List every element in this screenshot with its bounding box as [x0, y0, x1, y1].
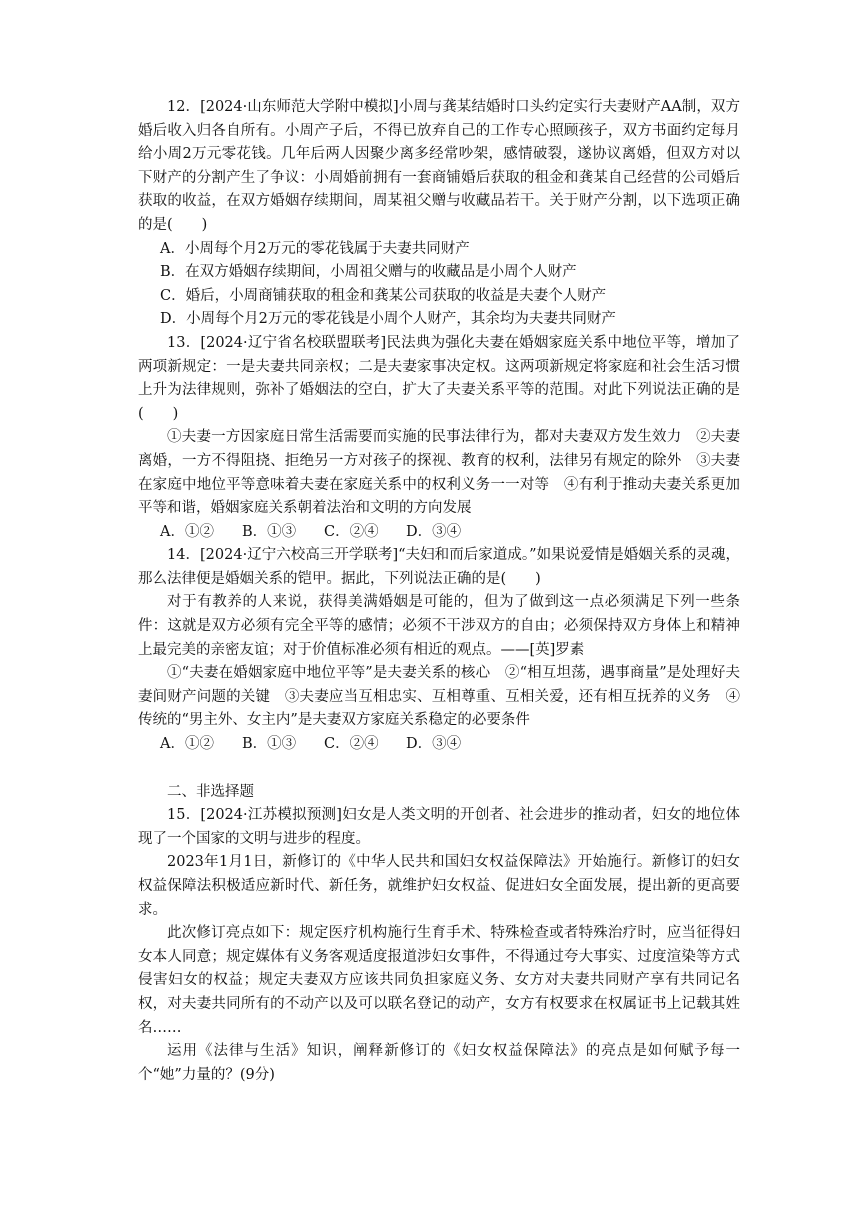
q13-option-c: C．②④ [324, 523, 379, 540]
q13-option-a: A．①② [160, 523, 214, 540]
q15-question: 运用《法律与生活》知识，阐释新修订的《妇女权益保障法》的亮点是如何赋予每一个“她”力量的？(9分) [138, 1043, 740, 1083]
q12-option-c: C．婚后，小周商铺获取的租金和龚某公司获取的收益是夫妻个人财产 [160, 287, 607, 304]
q14-option-a: A．①② [160, 736, 214, 753]
q13-stem: 13．[2024·辽宁省名校联盟联考]民法典为强化夫妻在婚姻家庭关系中地位平等，增加了两项新规定：一是夫妻共同亲权；二是夫妻家事决定权。这两项新规定将家庭和社会生活习惯上升为法律规则，弥补了婚姻法的空白，扩大了夫妻关系平等的范围。对此下列说法正确的是( ) [138, 334, 740, 422]
q13-option-d: D．③④ [406, 523, 462, 540]
q14-option-b: B．①③ [242, 736, 297, 753]
q14-option-d: D．③④ [406, 736, 462, 753]
q14-stem: 14．[2024·辽宁六校高三开学联考]“夫妇和而后家道成。”如果说爱情是婚姻关系的灵魂，那么法律便是婚姻关系的铠甲。据此，下列说法正确的是( ) [138, 547, 740, 587]
q14-statements: ①“夫妻在婚姻家庭中地位平等”是夫妻关系的核心 ②“相互坦荡，遇事商量”是处理好夫妻间财产问题的关键 ③夫妻应当互相忠实、互相尊重、互相关爱，还有相互抚养的义务 ④传统的“男主外、女主内”是夫妻双方家庭关系稳定的必要条件 [138, 665, 740, 729]
q13-option-b: B．①③ [242, 523, 297, 540]
q14-options [138, 733, 740, 757]
q13-statements: ①夫妻一方因家庭日常生活需要而实施的民事法律行为，都对夫妻双方发生效力 ②夫妻离婚，一方不得阻挠、拒绝另一方对孩子的探视、教育的权利，法律另有规定的除外 ③夫妻在家庭中地位平等意味着夫妻在家庭关系中的权利义务一一对等 ④有利于推动夫妻关系更加平等和谐，婚姻家庭关系朝着法治和文明的方向发展 [138, 429, 740, 517]
q15-material-1: 2023年1月1日，新修订的《中华人民共和国妇女权益保障法》开始施行。新修订的妇女权益保障法积极适应新时代、新任务，就维护妇女权益、促进妇女全面发展，提出新的更高要求。 [138, 854, 740, 918]
q13-options [138, 521, 740, 545]
section-spacer [138, 757, 740, 781]
q12-stem: 12．[2024·山东师范大学附中模拟]小周与龚某结婚时口头约定实行夫妻财产AA制，双方婚后收入归各自所有。小周产子后，不得已放弃自己的工作专心照顾孩子，双方书面约定每月给小周2万元零花钱。几年后两人因聚少离多经常吵架，感情破裂，遂协议离婚，但双方对以下财产的分割产生了争议：小周婚前拥有一套商铺婚后获取的租金和龚某自己经营的公司婚后获取的收益，在双方婚姻存续期间，周某祖父赠与收藏品若干。关于财产分割，以下选项正确的是( ) [138, 99, 740, 233]
q14-quote: 对于有教养的人来说，获得美满婚姻是可能的，但为了做到这一点必须满足下列一些条件：这就是双方必须有完全平等的感情；必须不干涉双方的自由；必须保持双方身体上和精神上最完美的亲密友谊；对于价值标准必须有相近的观点。——[英]罗素 [138, 594, 740, 658]
q12-option-b: B．在双方婚姻存续期间，小周祖父赠与的收藏品是小周个人财产 [160, 264, 577, 281]
q12-option-d: D．小周每个月2万元的零花钱是小周个人财产，其余均为夫妻共同财产 [160, 311, 616, 328]
q14-option-c: C．②④ [324, 736, 379, 753]
section-heading: 二、非选择题 [167, 783, 254, 800]
q15-material-2: 此次修订亮点如下：规定医疗机构施行生育手术、特殊检查或者特殊治疗时，应当征得妇女本人同意；规定媒体有义务客观适度报道涉妇女事件，不得通过夸大事实、过度渲染等方式侵害妇女的权益；规定夫妻双方应该共同负担家庭义务、女方对夫妻共同财产享有共同记名权，对夫妻共同所有的不动产以及可以联名登记的动产，女方有权要求在权属证书上记载其姓名…… [138, 925, 740, 1036]
page-content [138, 96, 740, 1087]
q12-option-a: A．小周每个月2万元的零花钱属于夫妻共同财产 [160, 240, 470, 257]
q15-stem: 15．[2024·江苏模拟预测]妇女是人类文明的开创者、社会进步的推动者，妇女的地位体现了一个国家的文明与进步的程度。 [138, 807, 740, 847]
